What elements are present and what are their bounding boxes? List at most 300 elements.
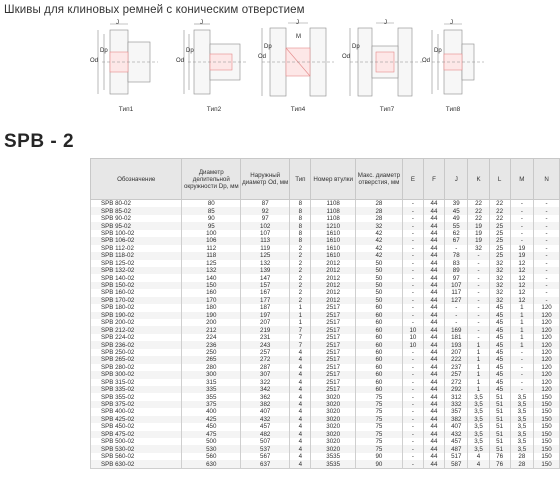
table-cell: 106 bbox=[182, 237, 241, 244]
table-cell: 44 bbox=[423, 326, 444, 333]
table-cell: 280 bbox=[182, 364, 241, 371]
table-cell: 2 bbox=[290, 274, 311, 281]
od-label: Od bbox=[258, 54, 267, 60]
table-cell: 3020 bbox=[311, 423, 356, 430]
diagram-type1 bbox=[88, 20, 164, 120]
cell-designation: SPB 530-02 bbox=[91, 445, 182, 452]
table-cell: 60 bbox=[355, 379, 402, 386]
table-cell: 25 bbox=[489, 252, 510, 259]
cell-designation: SPB 224-02 bbox=[91, 334, 182, 341]
table-cell: 32 bbox=[489, 289, 510, 296]
table-cell: 44 bbox=[423, 289, 444, 296]
cell-designation: SPB 112-02 bbox=[91, 245, 182, 252]
table-cell: 32 bbox=[489, 282, 510, 289]
table-cell: 10 bbox=[402, 334, 423, 341]
table-cell: - bbox=[402, 371, 423, 378]
table-cell: 50 bbox=[355, 282, 402, 289]
cell-designation: SPB 265-02 bbox=[91, 356, 182, 363]
table-cell: 44 bbox=[423, 260, 444, 267]
table-cell: 50 bbox=[355, 267, 402, 274]
table-cell: 362 bbox=[241, 393, 290, 400]
table-cell: 2517 bbox=[311, 349, 356, 356]
table-cell: 75 bbox=[355, 408, 402, 415]
cell-designation: SPB 100-02 bbox=[91, 230, 182, 237]
table-cell: 2 bbox=[290, 289, 311, 296]
pulley-type1-drawing bbox=[88, 20, 164, 104]
table-cell: 517 bbox=[445, 453, 468, 460]
table-cell: 44 bbox=[423, 297, 444, 304]
table-cell: - bbox=[534, 260, 560, 267]
table-cell: - bbox=[402, 416, 423, 423]
table-row bbox=[91, 282, 560, 289]
table-cell: 193 bbox=[445, 341, 468, 348]
table-cell: - bbox=[402, 312, 423, 319]
table-cell: 4 bbox=[468, 453, 489, 460]
table-cell: - bbox=[468, 252, 489, 259]
cell-designation: SPB 118-02 bbox=[91, 252, 182, 259]
table-cell: 32 bbox=[489, 297, 510, 304]
table-cell: 2517 bbox=[311, 304, 356, 311]
table-cell: 2 bbox=[290, 297, 311, 304]
table-cell: 60 bbox=[355, 341, 402, 348]
table-cell: 113 bbox=[241, 237, 290, 244]
table-cell: 3020 bbox=[311, 393, 356, 400]
table-cell: 75 bbox=[355, 431, 402, 438]
table-row bbox=[91, 401, 560, 408]
table-cell: 1 bbox=[510, 319, 533, 326]
table-cell: 177 bbox=[241, 297, 290, 304]
table-cell: - bbox=[402, 356, 423, 363]
table-cell: 44 bbox=[423, 408, 444, 415]
column-header: Номер втулки bbox=[311, 159, 356, 200]
table-row bbox=[91, 460, 560, 468]
table-cell: 45 bbox=[489, 349, 510, 356]
table-row bbox=[91, 222, 560, 229]
table-cell: - bbox=[445, 312, 468, 319]
cell-designation: SPB 190-02 bbox=[91, 312, 182, 319]
table-cell: 1108 bbox=[311, 207, 356, 214]
cell-designation: SPB 400-02 bbox=[91, 408, 182, 415]
table-cell: 322 bbox=[241, 379, 290, 386]
table-cell: 1 bbox=[468, 349, 489, 356]
table-cell: 76 bbox=[489, 453, 510, 460]
table-cell: 50 bbox=[355, 297, 402, 304]
table-cell: 169 bbox=[445, 326, 468, 333]
table-cell: 567 bbox=[241, 453, 290, 460]
table-cell: 42 bbox=[355, 252, 402, 259]
table-row bbox=[91, 349, 560, 356]
table-cell: 87 bbox=[241, 200, 290, 208]
table-cell: - bbox=[402, 245, 423, 252]
table-cell: 3020 bbox=[311, 445, 356, 452]
table-row bbox=[91, 445, 560, 452]
table-cell: 12 bbox=[510, 267, 533, 274]
table-cell: 257 bbox=[241, 349, 290, 356]
cell-designation: SPB 90-02 bbox=[91, 215, 182, 222]
table-cell: 45 bbox=[489, 371, 510, 378]
cell-designation: SPB 315-02 bbox=[91, 379, 182, 386]
table-cell: 44 bbox=[423, 371, 444, 378]
table-cell: 44 bbox=[423, 401, 444, 408]
table-cell: 3,5 bbox=[510, 445, 533, 452]
table-cell: - bbox=[402, 349, 423, 356]
column-header: K bbox=[468, 159, 489, 200]
table-cell: 4 bbox=[290, 393, 311, 400]
table-cell: 3,5 bbox=[510, 416, 533, 423]
table-cell: 44 bbox=[423, 245, 444, 252]
product-heading: SPB - 2 bbox=[4, 131, 75, 152]
table-cell: 150 bbox=[534, 431, 560, 438]
table-cell: 60 bbox=[355, 319, 402, 326]
table-cell: 120 bbox=[534, 304, 560, 311]
column-header: Диаметр делительной окружности Dp, мм bbox=[182, 159, 241, 200]
table-row bbox=[91, 371, 560, 378]
table-cell: 28 bbox=[510, 453, 533, 460]
column-header: Обозначение bbox=[91, 159, 182, 200]
table-row bbox=[91, 379, 560, 386]
j-label: J bbox=[116, 20, 119, 26]
table-cell: 287 bbox=[241, 364, 290, 371]
table-row bbox=[91, 304, 560, 311]
table-cell: 76 bbox=[489, 460, 510, 468]
table-cell: 200 bbox=[182, 319, 241, 326]
table-cell: 51 bbox=[489, 401, 510, 408]
table-cell: 120 bbox=[534, 356, 560, 363]
table-cell: 1610 bbox=[311, 252, 356, 259]
table-cell: 1610 bbox=[311, 237, 356, 244]
table-cell: 1 bbox=[510, 312, 533, 319]
table-cell: 60 bbox=[355, 349, 402, 356]
cell-designation: SPB 170-02 bbox=[91, 297, 182, 304]
column-header: Тип bbox=[290, 159, 311, 200]
cell-designation: SPB 125-02 bbox=[91, 260, 182, 267]
table-cell: 75 bbox=[355, 445, 402, 452]
table-cell: 181 bbox=[445, 334, 468, 341]
table-cell: 150 bbox=[534, 445, 560, 452]
table-row bbox=[91, 312, 560, 319]
table-cell: 32 bbox=[489, 274, 510, 281]
table-cell: 4 bbox=[290, 408, 311, 415]
table-cell: - bbox=[510, 386, 533, 393]
table-cell: - bbox=[402, 460, 423, 468]
table-cell: 44 bbox=[423, 200, 444, 208]
table-cell: 60 bbox=[355, 386, 402, 393]
table-cell: 315 bbox=[182, 379, 241, 386]
table-cell: 4 bbox=[290, 401, 311, 408]
table-cell: 120 bbox=[534, 349, 560, 356]
table-cell: 44 bbox=[423, 386, 444, 393]
table-row bbox=[91, 393, 560, 400]
table-cell: - bbox=[402, 207, 423, 214]
table-cell: 2012 bbox=[311, 289, 356, 296]
table-row bbox=[91, 252, 560, 259]
table-cell: 90 bbox=[355, 453, 402, 460]
table-cell: 2 bbox=[290, 267, 311, 274]
table-cell: - bbox=[468, 319, 489, 326]
table-cell: 42 bbox=[355, 237, 402, 244]
table-cell: 7 bbox=[290, 341, 311, 348]
table-cell: - bbox=[534, 252, 560, 259]
table-cell: 7 bbox=[290, 326, 311, 333]
table-cell: 51 bbox=[489, 445, 510, 452]
cell-designation: SPB 355-02 bbox=[91, 393, 182, 400]
table-cell: 4 bbox=[290, 364, 311, 371]
table-cell: 22 bbox=[489, 215, 510, 222]
cell-designation: SPB 630-02 bbox=[91, 460, 182, 468]
table-cell: 44 bbox=[423, 431, 444, 438]
table-row bbox=[91, 326, 560, 333]
table-cell: 3535 bbox=[311, 453, 356, 460]
table-cell: 44 bbox=[423, 222, 444, 229]
table-cell: - bbox=[445, 245, 468, 252]
table-cell: 180 bbox=[182, 304, 241, 311]
table-cell: 55 bbox=[445, 222, 468, 229]
table-cell: - bbox=[402, 200, 423, 208]
table-cell: 97 bbox=[445, 274, 468, 281]
table-row bbox=[91, 319, 560, 326]
table-cell: 22 bbox=[468, 207, 489, 214]
table-cell: 89 bbox=[445, 267, 468, 274]
diagram-caption: Тип7 bbox=[379, 106, 395, 113]
dp-label: Dp bbox=[186, 48, 194, 54]
table-cell: 45 bbox=[489, 364, 510, 371]
table-cell: 10 bbox=[402, 341, 423, 348]
column-header: J bbox=[445, 159, 468, 200]
table-cell: 50 bbox=[355, 260, 402, 267]
table-cell: 407 bbox=[445, 423, 468, 430]
table-cell: 120 bbox=[534, 371, 560, 378]
table-cell: 44 bbox=[423, 364, 444, 371]
table-cell: - bbox=[468, 267, 489, 274]
table-cell: 120 bbox=[534, 334, 560, 341]
table-cell: 400 bbox=[182, 408, 241, 415]
table-cell: 3,5 bbox=[510, 401, 533, 408]
table-cell: 19 bbox=[510, 245, 533, 252]
table-cell: 243 bbox=[241, 341, 290, 348]
table-cell: 22 bbox=[489, 207, 510, 214]
m-label: M bbox=[296, 34, 301, 40]
table-cell: 44 bbox=[423, 207, 444, 214]
table-cell: 4 bbox=[290, 431, 311, 438]
diagram-caption: Тип2 bbox=[206, 106, 222, 113]
table-cell: - bbox=[468, 289, 489, 296]
table-cell: 45 bbox=[489, 341, 510, 348]
table-cell: - bbox=[510, 364, 533, 371]
table-cell: 118 bbox=[182, 252, 241, 259]
table-row bbox=[91, 237, 560, 244]
j-label: J bbox=[384, 20, 387, 26]
j-label: J bbox=[296, 20, 299, 26]
table-cell: - bbox=[402, 252, 423, 259]
table-cell: 2517 bbox=[311, 371, 356, 378]
table-cell: 107 bbox=[241, 230, 290, 237]
table-cell: 12 bbox=[510, 289, 533, 296]
table-cell: 432 bbox=[445, 431, 468, 438]
table-cell: - bbox=[510, 200, 533, 208]
table-cell: - bbox=[534, 289, 560, 296]
table-cell: 332 bbox=[445, 401, 468, 408]
table-cell: 39 bbox=[445, 200, 468, 208]
table-cell: 307 bbox=[241, 371, 290, 378]
od-label: Od bbox=[422, 58, 431, 64]
cell-designation: SPB 280-02 bbox=[91, 364, 182, 371]
table-cell: 125 bbox=[241, 252, 290, 259]
table-cell: 3020 bbox=[311, 416, 356, 423]
table-cell: - bbox=[534, 237, 560, 244]
table-cell: - bbox=[534, 222, 560, 229]
table-cell: - bbox=[468, 334, 489, 341]
table-cell: 2 bbox=[290, 252, 311, 259]
table-row bbox=[91, 423, 560, 430]
table-cell: 2517 bbox=[311, 312, 356, 319]
cell-designation: SPB 500-02 bbox=[91, 438, 182, 445]
table-cell: 51 bbox=[489, 408, 510, 415]
table-cell: - bbox=[445, 304, 468, 311]
cell-designation: SPB 236-02 bbox=[91, 341, 182, 348]
table-cell: 44 bbox=[423, 393, 444, 400]
table-cell: 132 bbox=[182, 267, 241, 274]
table-cell: 120 bbox=[534, 326, 560, 333]
table-cell: 75 bbox=[355, 416, 402, 423]
table-header-row bbox=[91, 159, 560, 200]
page-title: Шкивы для клиновых ремней с коническим отверстием bbox=[4, 4, 305, 16]
table-cell: 44 bbox=[423, 334, 444, 341]
cell-designation: SPB 106-02 bbox=[91, 237, 182, 244]
table-cell: 1 bbox=[468, 386, 489, 393]
table-cell: 10 bbox=[402, 326, 423, 333]
table-cell: 22 bbox=[489, 200, 510, 208]
cell-designation: SPB 160-02 bbox=[91, 289, 182, 296]
cell-designation: SPB 375-02 bbox=[91, 401, 182, 408]
table-cell: - bbox=[402, 215, 423, 222]
table-cell: 3020 bbox=[311, 408, 356, 415]
table-cell: 4 bbox=[290, 379, 311, 386]
table-cell: 44 bbox=[423, 267, 444, 274]
table-cell: 382 bbox=[445, 416, 468, 423]
table-cell: 150 bbox=[534, 408, 560, 415]
table-cell: 272 bbox=[445, 379, 468, 386]
table-cell: 4 bbox=[290, 453, 311, 460]
table-cell: 2012 bbox=[311, 274, 356, 281]
table-cell: 1108 bbox=[311, 200, 356, 208]
table-cell: - bbox=[468, 326, 489, 333]
cell-designation: SPB 85-02 bbox=[91, 207, 182, 214]
table-cell: - bbox=[534, 274, 560, 281]
table-cell: 1 bbox=[468, 371, 489, 378]
table-cell: 44 bbox=[423, 438, 444, 445]
table-cell: 4 bbox=[290, 438, 311, 445]
table-cell: 51 bbox=[489, 438, 510, 445]
table-cell: - bbox=[510, 230, 533, 237]
table-cell: 150 bbox=[534, 438, 560, 445]
table-row bbox=[91, 207, 560, 214]
table-cell: 127 bbox=[445, 297, 468, 304]
cell-designation: SPB 425-02 bbox=[91, 416, 182, 423]
table-cell: 119 bbox=[241, 245, 290, 252]
table-cell: 170 bbox=[182, 297, 241, 304]
table-cell: 19 bbox=[468, 230, 489, 237]
table-cell: 212 bbox=[182, 326, 241, 333]
table-cell: 60 bbox=[355, 356, 402, 363]
table-cell: 1 bbox=[468, 356, 489, 363]
table-cell: 300 bbox=[182, 371, 241, 378]
diagram-caption: Тип1 bbox=[118, 106, 134, 113]
table-cell: 2 bbox=[290, 245, 311, 252]
table-cell: 1210 bbox=[311, 222, 356, 229]
table-cell: 28 bbox=[510, 460, 533, 468]
table-row bbox=[91, 431, 560, 438]
cell-designation: SPB 560-02 bbox=[91, 453, 182, 460]
column-header: L bbox=[489, 159, 510, 200]
table-cell: 45 bbox=[489, 304, 510, 311]
table-cell: 3,5 bbox=[468, 393, 489, 400]
table-cell: 139 bbox=[241, 267, 290, 274]
column-header: F bbox=[423, 159, 444, 200]
table-cell: 51 bbox=[489, 416, 510, 423]
table-cell: 1610 bbox=[311, 230, 356, 237]
table-cell: 19 bbox=[468, 237, 489, 244]
table-cell: 45 bbox=[489, 326, 510, 333]
table-cell: 450 bbox=[182, 423, 241, 430]
table-cell: 49 bbox=[445, 215, 468, 222]
table-cell: - bbox=[402, 289, 423, 296]
table-cell: 1 bbox=[510, 304, 533, 311]
cell-designation: SPB 475-02 bbox=[91, 431, 182, 438]
table-cell: 32 bbox=[468, 245, 489, 252]
table-cell: 4 bbox=[290, 371, 311, 378]
table-cell: - bbox=[468, 297, 489, 304]
table-cell: 1 bbox=[510, 334, 533, 341]
table-cell: 80 bbox=[182, 200, 241, 208]
cell-designation: SPB 140-02 bbox=[91, 274, 182, 281]
table-cell: 90 bbox=[182, 215, 241, 222]
table-cell: 44 bbox=[423, 356, 444, 363]
table-cell: 207 bbox=[241, 319, 290, 326]
table-cell: 2 bbox=[290, 282, 311, 289]
table-cell: 3,5 bbox=[468, 401, 489, 408]
table-cell: 44 bbox=[423, 453, 444, 460]
table-cell: 12 bbox=[510, 282, 533, 289]
table-cell: 120 bbox=[534, 341, 560, 348]
table-cell: 125 bbox=[182, 260, 241, 267]
cell-designation: SPB 212-02 bbox=[91, 326, 182, 333]
table-cell: - bbox=[402, 222, 423, 229]
table-cell: 44 bbox=[423, 237, 444, 244]
table-cell: - bbox=[402, 237, 423, 244]
table-cell: 1 bbox=[468, 379, 489, 386]
table-cell: 44 bbox=[423, 319, 444, 326]
table-cell: 44 bbox=[423, 349, 444, 356]
table-cell: 482 bbox=[241, 431, 290, 438]
cell-designation: SPB 335-02 bbox=[91, 386, 182, 393]
table-cell: 60 bbox=[355, 326, 402, 333]
table-cell: 45 bbox=[489, 379, 510, 386]
table-cell: 222 bbox=[445, 356, 468, 363]
table-cell: 312 bbox=[445, 393, 468, 400]
table-cell: - bbox=[534, 297, 560, 304]
table-cell: - bbox=[510, 207, 533, 214]
table-cell: 2517 bbox=[311, 364, 356, 371]
table-cell: 1 bbox=[290, 319, 311, 326]
dp-label: Dp bbox=[434, 48, 442, 54]
table-cell: 487 bbox=[445, 445, 468, 452]
table-cell: 1 bbox=[468, 364, 489, 371]
table-cell: 475 bbox=[182, 431, 241, 438]
table-cell: 2517 bbox=[311, 341, 356, 348]
table-cell: - bbox=[534, 215, 560, 222]
table-cell: 25 bbox=[489, 222, 510, 229]
table-cell: 22 bbox=[468, 200, 489, 208]
